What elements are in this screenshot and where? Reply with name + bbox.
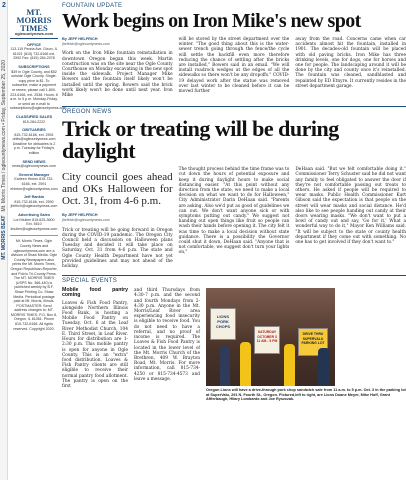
halloween-col-1 xyxy=(62,167,173,269)
halloween-col-3: DeHaan said. "But we felt comfortable doing it." Commissioner Terry Schuster said he did not want any family to feel obligated to answer the door if they're not comfortable passing out treats to others. He asked if people will be required to wear masks. Public Health Commissioner Kurt Gibson said the expectation is that people on the street will wear masks and social distance. He'd also like to see people handing out candy at their doors wearing masks. "We don't want to put a bowl of candy out and say, 'Go for it,' What a wonderful way to do it," Mayor Ken Williams said. "It will be subject to the state or county health department if they come out with something. No one has to get involved if they don't want to." xyxy=(295,167,406,246)
photo-block xyxy=(206,288,406,402)
section-label-events: SPECIAL EVENTS xyxy=(62,275,406,284)
byline-email[interactable]: jhelfrich@ogleountynews.com xyxy=(62,42,110,47)
headline-fountain: Work begins on Iron Mike's new spot xyxy=(62,10,361,32)
footer-text: Mt. Morris Times, Ogle County News and ogleountynews.com are a division of Shaw Media. Ogle County Newspapers also prints the Mt. Morris Times, Oregon Republican-Reporter, and Polo's Tri-County Press. The MT. MORRIS TIMES (USPS No. 366-440) is published weekly by B.F. Shaw Printing Co. Shaw Media. Periodical postage paid at Mt. Morris, Illinois. POSTMASTER: Send address changes to: MT. MORRIS TIMES, P.O. Box 8, Oregon, IL 61061. Phone 815-732-6166. All rights reserved. Copyright 2020. xyxy=(10,235,58,331)
fountain-col-3: away from the road. Concerns came when car accidents almost hit the fountain, installed in 1901. The decades-old fountain will be placed with old paving bricks. Iron Mike has three drinking levels, one for dogs, one for horses and one for people. The landscaping around it will be done by the city and county once it's reinstalled. The fountain was cleaned, sandblasted and repainted by ED Etnyre. It currently resides in the street department garage. xyxy=(295,37,406,89)
headline-pantry: Mobile food pantry coming xyxy=(62,287,128,299)
obits-text: 815-732-6166, ext. 2591 obits@ogleountynews.com Deadline for obituaries is 2 p.m. Tuesday for Friday's edition xyxy=(12,132,56,156)
story-fountain xyxy=(62,3,406,98)
vertical-folio xyxy=(1,60,7,260)
paper-logo: MT. MORRIS TIMES xyxy=(16,7,52,33)
article-text: Loaves & Fish Food Pantry, alongside Northern Illinois Food Bank, is hosting a Mobile Food Pantry on Tuesday, Oct. 6 at the Leaf River Methodist Church, 104 E. Third Street, in Leaf River. Hours for distribution are 1-2:30 p.m. This mobile pantry is open for anyone in Ogle County. This is an "extra" food distribution. Loaves & Fish Pantry clients are still eligible to receive their normal pantry food allotment. The pantry is open on the first xyxy=(62,300,128,389)
gm-title: General Manager xyxy=(18,172,50,177)
office-title: OFFICE xyxy=(27,42,41,47)
editor-text: 815-732-6166, ext. 2590 jfeifrich@ogleountynews.com xyxy=(10,199,58,209)
article-text: Trick or treating will be going forward in Oregon during the COVID-19 pandemic. The Oregon City Council held a discussion on Halloween plans Tuesday and decided it will take place on Saturday, Oct. 31 from 4-6 p.m. The state and Ogle County Health Department have not yet provided guidelines and may not ahead of the holiday. xyxy=(62,227,173,270)
obits-title: OBITUARIES xyxy=(22,128,46,133)
headline-halloween: Trick or treating will be during daylight xyxy=(62,116,339,164)
paper-url[interactable]: ogleountynews.com xyxy=(10,32,58,39)
section-label-oregon: OREGON NEWS xyxy=(62,106,406,115)
byline: By JEFF HELFRICH xyxy=(62,213,98,218)
date-sign: SATURDAY OCTOBER 3 11 AM - 5 PM xyxy=(254,326,280,354)
subs-title: SUBSCRIPTIONS xyxy=(18,64,50,69)
main-content xyxy=(62,0,406,480)
lions-sign: LIONS PORK CHOPS xyxy=(210,308,236,340)
subs-text: $39 in Ogle County, and $52 outside Ogle County. Single-copy price is $1. To subscribe, make a payment or renew, please call 1-800-223-6166, ext. 2538. Hours: 8 a.m. to 5 p.m. Monday-Friday, or send an e-mail to subscriptions@ogleountynews.com. xyxy=(10,69,68,111)
halloween-col-2: The thought process behind the time frame was to cut down the hours of potential exposure and keep it during daylight hours to make social distancing easier. "At this point without any direction from the state, we need to make a local decision on what we want to do for Halloween," City Administrator Darin DeHaan said. "Parents are asking. Also we'd put as good of guidelines we can out. We don't want anyone sick or with symptoms putting out candy." We suggest not handing out open things like fruit so people can wash their hands before opening it. The city felt it was time to make a local decision without state guidance. There is a possibility the Governor could shut it down, DeHaan said. "Anyone that is not comfortable, we suggest don't turn your lights on," xyxy=(178,167,290,256)
gm-text: Earleen Hinton 815-732-6166, ext. 2591 ehinton@ogleountynews.com xyxy=(10,177,58,191)
location-sign: DRIVE THRU SUPERVALU PARKING LOT xyxy=(298,328,328,356)
kicker-fountain: FOUNTAIN UPDATE xyxy=(62,3,123,9)
editor-title: Jeff Rankin xyxy=(23,195,45,200)
person-figure xyxy=(284,344,295,386)
classified-title: CLASSIFIED SALES xyxy=(15,114,53,119)
byline-email[interactable]: jhelfrich@ogleountynews.com xyxy=(62,218,110,223)
pantry-col-2: and third Thursdays from 4:30-7 p.m. and the second and fourth Mondays from 2-4:30 p.m. Anyone in the Mt. Morris/Leaf River area experiencing food insecurity is eligible to receive food. You do not need to have a referral, and no proof of income is required. The Loaves & Fish Food Pantry is located in the lower level of the Mt. Morris Church of the Brethren, 409 W. Brayton Road, Mt. Morris. For more information, call 815-734-4250 or 815-734-4573 and leave a message. xyxy=(134,288,200,382)
photo-caption: Oregon Lions will have a drive-through pork chop sandwich sale from 11 a.m. to 5 p.m. Oct. 3 in the parking lot at SuperValu, 291 N. Fourth St., Oregon. Pictured,left to right, are Lions Duane Meyer, Mike Hoff, Grant Afflerbaugh, Hilary Lombardo and Joe Ryszczak. xyxy=(206,388,406,402)
fountain-col-2: will be stored by the street department over the winter. "The good thing about this is the water-sewer trench going through the fence/the cycle will settle the backfill even more therefore reducing the chance of settling after the bricks are installed," Bowers said in an email. "We will install roadrock wedges at the edges of all the sidewalks so there won't be any dropoffs." COVID-19 delayed work after the statue was removed over last winter to be cleaned before it can be moved further xyxy=(178,37,290,95)
office-text: 113-115 Peoria Ave. Dixon, IL 61021 (815) 732-6166 ext. 2592 Fax: (815) 284-2078 xyxy=(10,47,58,61)
person-figure xyxy=(220,346,230,386)
ad-title: Advertising Sales xyxy=(18,213,50,217)
masthead-sidebar xyxy=(10,0,68,480)
dek-halloween: City council goes ahead and OKs Halloween for Oct. 31, from 4-6 p.m. xyxy=(62,171,173,208)
person-figure xyxy=(240,342,251,386)
story-halloween xyxy=(62,106,406,269)
classified-text: 815-284-2222 xyxy=(22,119,46,124)
story-food-pantry xyxy=(62,275,406,402)
person-figure xyxy=(318,348,330,386)
news-title: SEND NEWS xyxy=(22,159,46,164)
folio-text: Mt. Morris Times / ogleountynews.com • Friday, September 25, 2020 xyxy=(1,60,7,212)
pantry-col-1 xyxy=(62,288,128,402)
fountain-col-1 xyxy=(62,37,173,98)
side-label: MT. MORRIS BEAT xyxy=(1,215,7,260)
page-number: 2 xyxy=(2,2,6,9)
byline: By JEFF HELFRICH xyxy=(62,37,98,41)
article-text: Work on the Iron Mike fountain reinstallation in downtown Oregon began this week. Martin construction was on the site near the Ogle County Courthouse on Monday excavating in the new spot inside the sidewalk. Project Manager Mike Bowers said the fountain itself likely won't be installed until the spring. Bowers said the brick work likely won't be done until next year. Iron Mike xyxy=(62,51,173,99)
ad-text: Lori Mullen 815-625-3600 Ext. 5510 lmullen@ogleountynews.com xyxy=(10,217,58,231)
news-text: news@ogleountynews.com xyxy=(12,164,56,169)
lions-photo xyxy=(206,288,335,386)
